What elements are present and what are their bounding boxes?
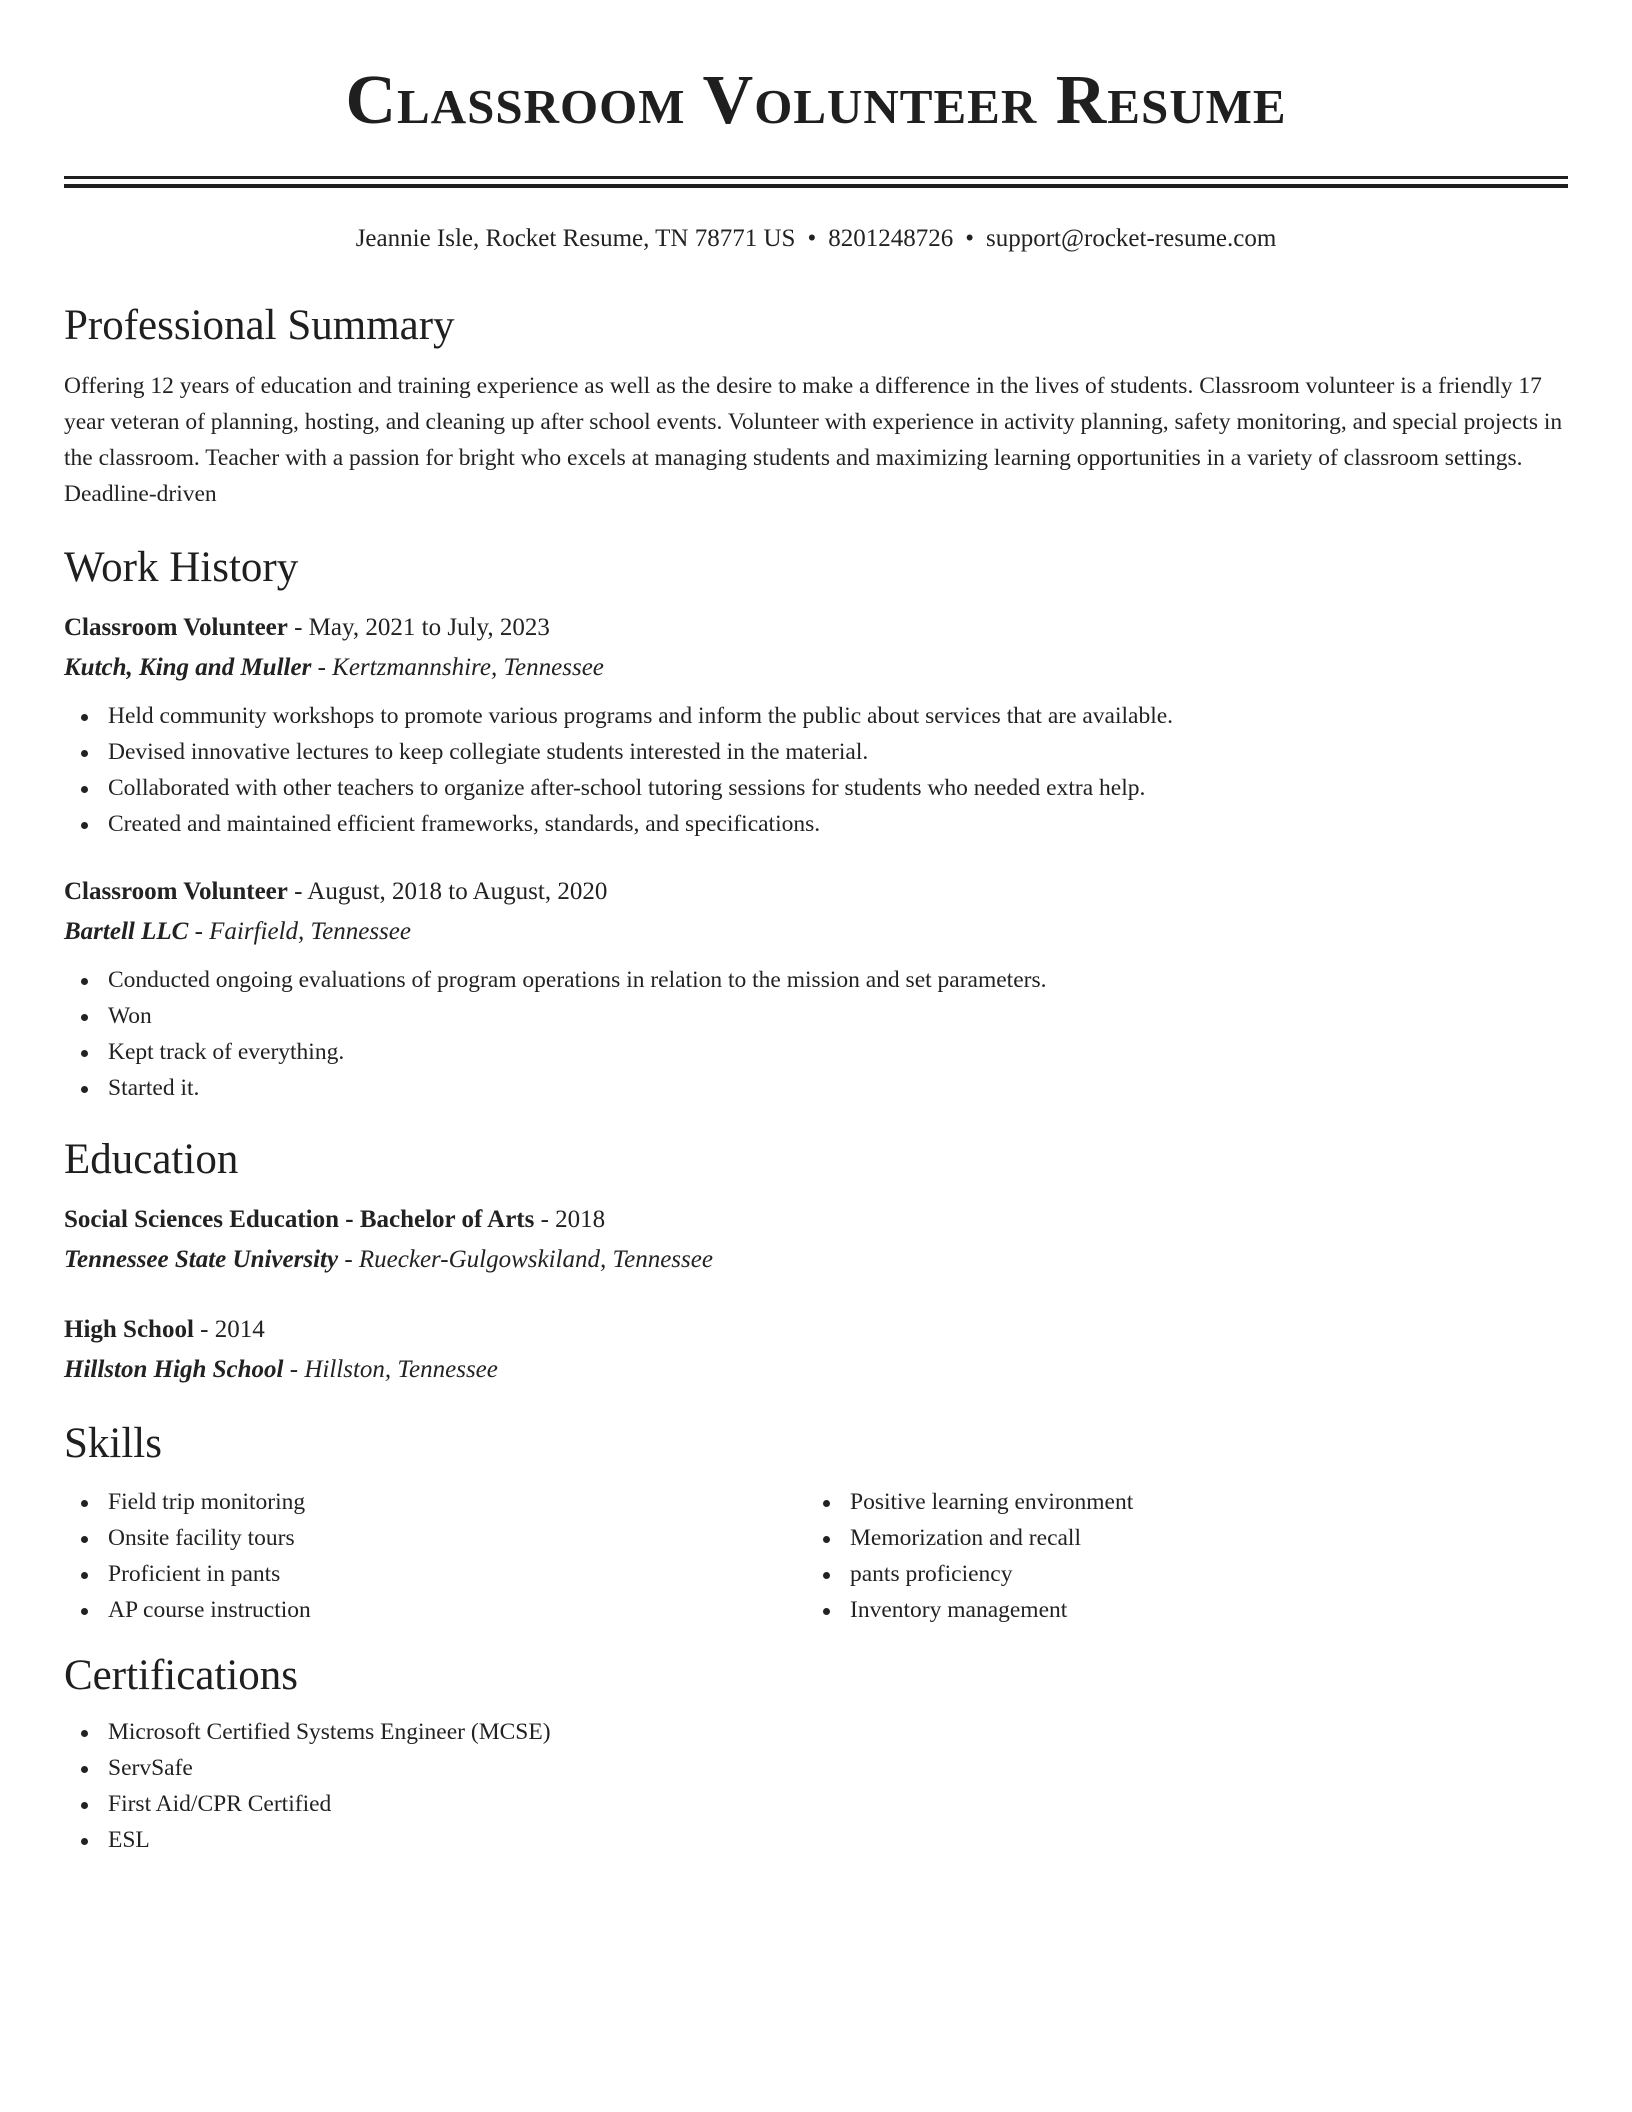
degree-name: High School [64, 1316, 194, 1343]
resume-title: Classroom Volunteer Resume [345, 62, 1287, 139]
certification-item: First Aid/CPR Certified [64, 1786, 1568, 1822]
job-duty: Created and maintained efficient frameworks, standards, and specifications. [64, 806, 1568, 842]
contact-address: Jeannie Isle, Rocket Resume, TN 78771 US [355, 225, 796, 252]
degree-name: Social Sciences Education - Bachelor of Arts [64, 1206, 535, 1233]
job-title-line [64, 872, 1568, 912]
job-duty: Kept track of everything. [64, 1034, 1568, 1070]
job-employer: Kutch, King and Muller [64, 654, 312, 681]
job-duty: Devised innovative lectures to keep collegiate students interested in the material. [64, 734, 1568, 770]
degree-line [64, 1200, 1568, 1240]
job-location: - Fairfield, Tennessee [188, 918, 411, 945]
skill-item: Proficient in pants [64, 1556, 806, 1592]
job-duties-list [64, 698, 1568, 842]
work-history-heading: Work History [64, 544, 299, 591]
degree-line [64, 1310, 1568, 1350]
skills-column-left [64, 1484, 806, 1628]
skill-item: Field trip monitoring [64, 1484, 806, 1520]
contact-email: support@rocket-resume.com [985, 225, 1277, 252]
skill-item: Inventory management [806, 1592, 1548, 1628]
school-line [64, 1240, 1568, 1280]
skill-item: Onsite facility tours [64, 1520, 806, 1556]
school-location: - Hillston, Tennessee [283, 1356, 498, 1383]
job-employer: Bartell LLC [64, 918, 189, 945]
skill-item: Memorization and recall [806, 1520, 1548, 1556]
certification-item: Microsoft Certified Systems Engineer (MCSE) [64, 1714, 1568, 1750]
title-divider [64, 176, 1568, 188]
job-role: Classroom Volunteer [64, 878, 288, 905]
job-title-line [64, 608, 1568, 648]
education-entry [64, 1310, 1568, 1390]
degree-year: - 2014 [193, 1316, 265, 1343]
job-duty: Collaborated with other teachers to organize after-school tutoring sessions for students who needed extra help. [64, 770, 1568, 806]
school-location: - Ruecker-Gulgowskiland, Tennessee [338, 1246, 713, 1273]
job-entry [64, 608, 1568, 842]
job-entry [64, 872, 1568, 1106]
job-duties-list [64, 962, 1568, 1106]
school-name: Tennessee State University [64, 1246, 339, 1273]
job-employer-line [64, 912, 1568, 952]
job-dates: - May, 2021 to July, 2023 [287, 614, 550, 641]
job-duty: Won [64, 998, 1568, 1034]
contact-separator: • [807, 225, 817, 252]
skills-list [64, 1484, 806, 1628]
job-role: Classroom Volunteer [64, 614, 288, 641]
skill-item: pants proficiency [806, 1556, 1548, 1592]
education-heading: Education [64, 1136, 239, 1183]
contact-line [64, 222, 1568, 256]
skills-list [806, 1484, 1548, 1628]
job-duty: Held community workshops to promote various programs and inform the public about services that are available. [64, 698, 1568, 734]
skills-heading: Skills [64, 1420, 162, 1467]
summary-text: Offering 12 years of education and training experience as well as the desire to make a difference in the lives of students. Classroom volunteer is a friendly 17 year veteran of planning, hosting, and cleaning up after school events. Volunteer with experience in activity planning, safety monitoring, and special projects in the classroom. Teacher with a passion for bright who excels at managing students and maximizing learning opportunities in a variety of classroom settings. Deadline-driven [64, 373, 1563, 507]
skill-item: AP course instruction [64, 1592, 806, 1628]
school-name: Hillston High School [64, 1356, 284, 1383]
job-dates: - August, 2018 to August, 2020 [287, 878, 608, 905]
education-entry [64, 1200, 1568, 1280]
job-employer-line [64, 648, 1568, 688]
contact-phone: 8201248726 [828, 225, 954, 252]
skills-column-right [806, 1484, 1548, 1628]
contact-separator: • [965, 225, 974, 252]
job-location: - Kertzmannshire, Tennessee [311, 654, 604, 681]
school-line [64, 1350, 1568, 1390]
certification-item: ESL [64, 1822, 1568, 1858]
job-duty: Started it. [64, 1070, 1568, 1106]
degree-year: - 2018 [534, 1206, 606, 1233]
certification-item: ServSafe [64, 1750, 1568, 1786]
certifications-heading: Certifications [64, 1652, 299, 1699]
job-duty: Conducted ongoing evaluations of program operations in relation to the mission and set parameters. [64, 962, 1568, 998]
summary-heading: Professional Summary [64, 302, 455, 349]
skill-item: Positive learning environment [806, 1484, 1548, 1520]
skills-grid [64, 1484, 1568, 1628]
certifications-list [64, 1714, 1568, 1858]
